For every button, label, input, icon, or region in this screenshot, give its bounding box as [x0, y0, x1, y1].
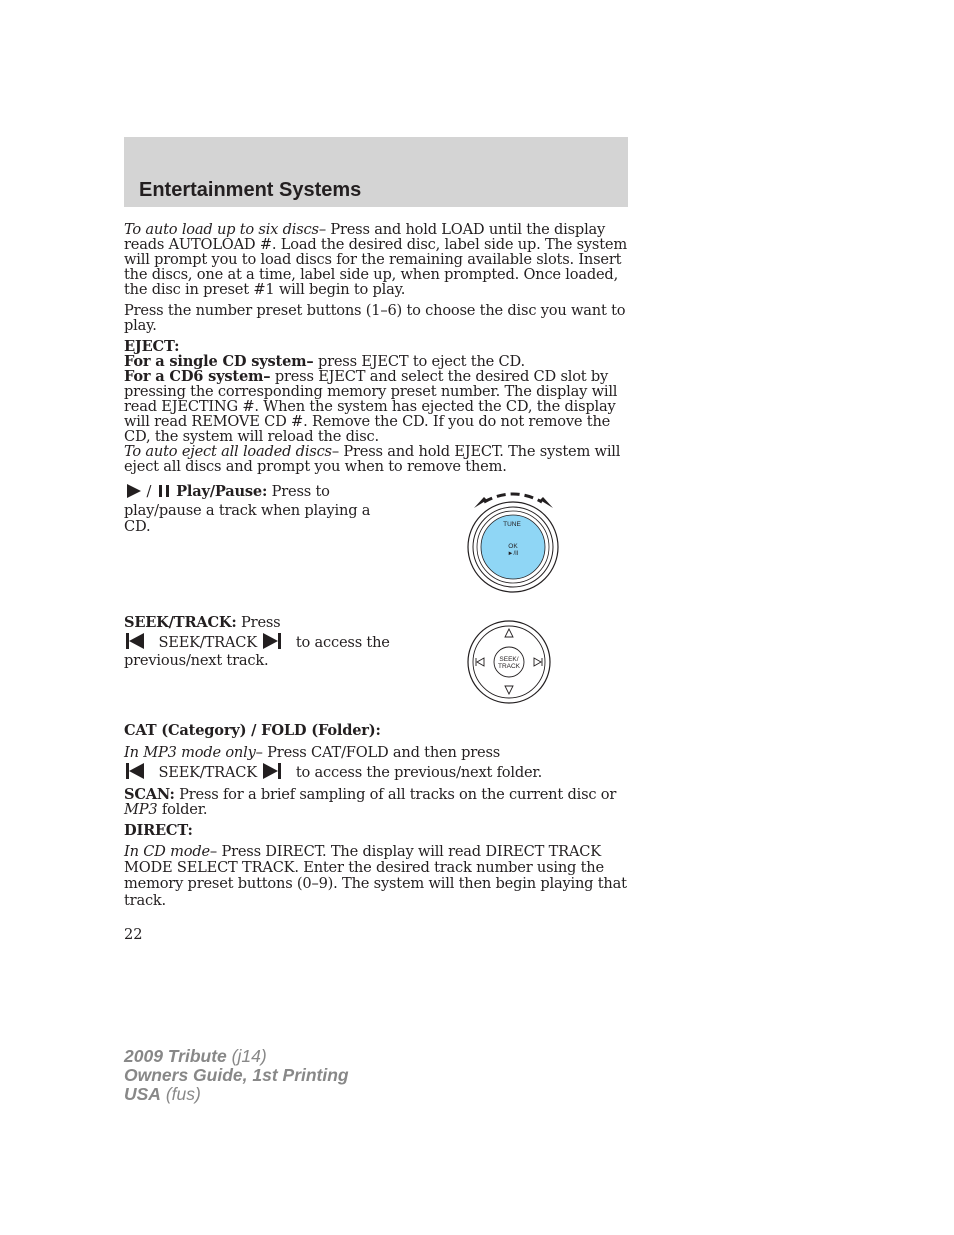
rotate-arrow-arc	[484, 494, 542, 502]
eject-cd6-text: press EJECT and select the desired CD slot by pressing the corresponding memory preset number. The display will read EJECTING #. When the system has ejected the CD, the display will read REMOVE CD #. Remove the CD. If you do not remove the CD, the system will reload the disc.	[124, 368, 618, 445]
direct-text: – Press DIRECT. The display will read DIRECT TRACK MODE SELECT TRACK. Enter the desired track number using the memory preset buttons (0–9). The system will then begin playing that track.	[124, 843, 627, 909]
cat-fold-lead: In MP3 mode only	[124, 744, 256, 761]
scan-text-end: folder.	[157, 801, 208, 818]
scan-paragraph	[124, 787, 630, 817]
direct-heading	[124, 823, 630, 838]
seek-button-label-2: TRACK	[497, 663, 521, 670]
tune-knob-diagram	[460, 486, 570, 596]
eject-cd6	[124, 369, 630, 444]
play-pause-text-2: play/pause a track when playing a	[124, 501, 371, 519]
folder-forward-icon	[261, 763, 283, 779]
knob-ok-label: OK	[508, 543, 518, 550]
play-pause-text-1: Press to	[267, 483, 330, 500]
folder-back-icon	[124, 763, 146, 779]
page-number: 22	[124, 926, 143, 943]
seek-forward-icon	[261, 633, 283, 649]
seek-track-section	[124, 614, 424, 671]
cat-fold-section	[124, 744, 630, 782]
section-title: Entertainment Systems	[139, 179, 362, 201]
cat-fold-mid-label: SEEK/TRACK	[158, 763, 257, 781]
print-footer	[124, 1047, 349, 1103]
play-pause-text-3: CD.	[124, 518, 151, 535]
pause-icon	[156, 484, 172, 498]
footer-model: 2009 Tribute	[124, 1046, 227, 1066]
seek-track-diagram	[462, 616, 556, 710]
play-pause-separator: /	[146, 483, 152, 500]
cat-fold-heading-text: CAT (Category) / FOLD (Folder):	[124, 722, 381, 739]
seek-track-text-1: Press	[236, 614, 281, 631]
knob-tune-label: TUNE	[503, 521, 521, 528]
preset-paragraph: Press the number preset buttons (1–6) to choose the disc you want to play.	[124, 302, 626, 334]
seek-button-label-1: SEEK/	[499, 656, 519, 663]
play-icon	[124, 484, 142, 498]
eject-heading: EJECT:	[124, 338, 180, 355]
knob-play-pause-label: ►/II	[507, 551, 519, 557]
cat-fold-text-after: to access the previous/next folder.	[295, 763, 543, 781]
direct-lead: In CD mode	[124, 843, 210, 860]
eject-auto-lead: To auto eject all loaded discs	[124, 443, 332, 460]
direct-heading-text: DIRECT:	[124, 822, 193, 839]
scan-text: Press for a brief sampling of all tracks on the current disc or	[174, 786, 617, 803]
section-header-band	[124, 137, 628, 207]
play-pause-label: Play/Pause:	[176, 483, 268, 500]
play-pause-section	[124, 483, 374, 537]
eject-cd6-lead: For a CD6 system–	[124, 368, 271, 385]
cat-fold-text-1: – Press CAT/FOLD and then press	[255, 744, 501, 761]
footer-region-code: (fus)	[160, 1083, 201, 1104]
footer-model-code: (j14)	[226, 1046, 267, 1066]
rotate-arrow-right-icon	[540, 497, 553, 508]
footer-guide: Owners Guide, 1st Printing	[124, 1064, 349, 1085]
eject-single	[124, 354, 630, 369]
eject-auto-text: – Press and hold EJECT. The system will eject all discs and prompt you when to remove them.	[124, 443, 621, 475]
scan-label: SCAN:	[124, 786, 175, 803]
eject-single-lead: For a single CD system–	[124, 353, 314, 370]
footer-region: USA	[124, 1083, 161, 1104]
autoload-text: – Press and hold LOAD until the display reads AUTOLOAD #. Load the desired disc, label side up. The system will prompt you to load discs for the remaining available slots. Insert the discs, one at a time, label side up, when prompted. Once loaded, the disc in preset #1 will begin to play.	[124, 221, 627, 298]
direct-paragraph	[124, 844, 630, 909]
seek-track-text-3: previous/next track.	[124, 652, 269, 669]
seek-track-label: SEEK/TRACK:	[124, 614, 237, 631]
autoload-lead: To auto load up to six discs	[124, 221, 319, 238]
seek-back-icon	[124, 633, 146, 649]
eject-auto	[124, 444, 630, 474]
cat-fold-heading	[124, 723, 630, 738]
eject-section	[124, 339, 630, 474]
scan-mp3: MP3	[124, 801, 158, 818]
seek-track-text-after: to access the	[295, 633, 390, 651]
autoload-paragraph	[124, 222, 630, 297]
seek-track-mid-label: SEEK/TRACK	[158, 633, 257, 651]
eject-single-text: press EJECT to eject the CD.	[313, 353, 525, 370]
